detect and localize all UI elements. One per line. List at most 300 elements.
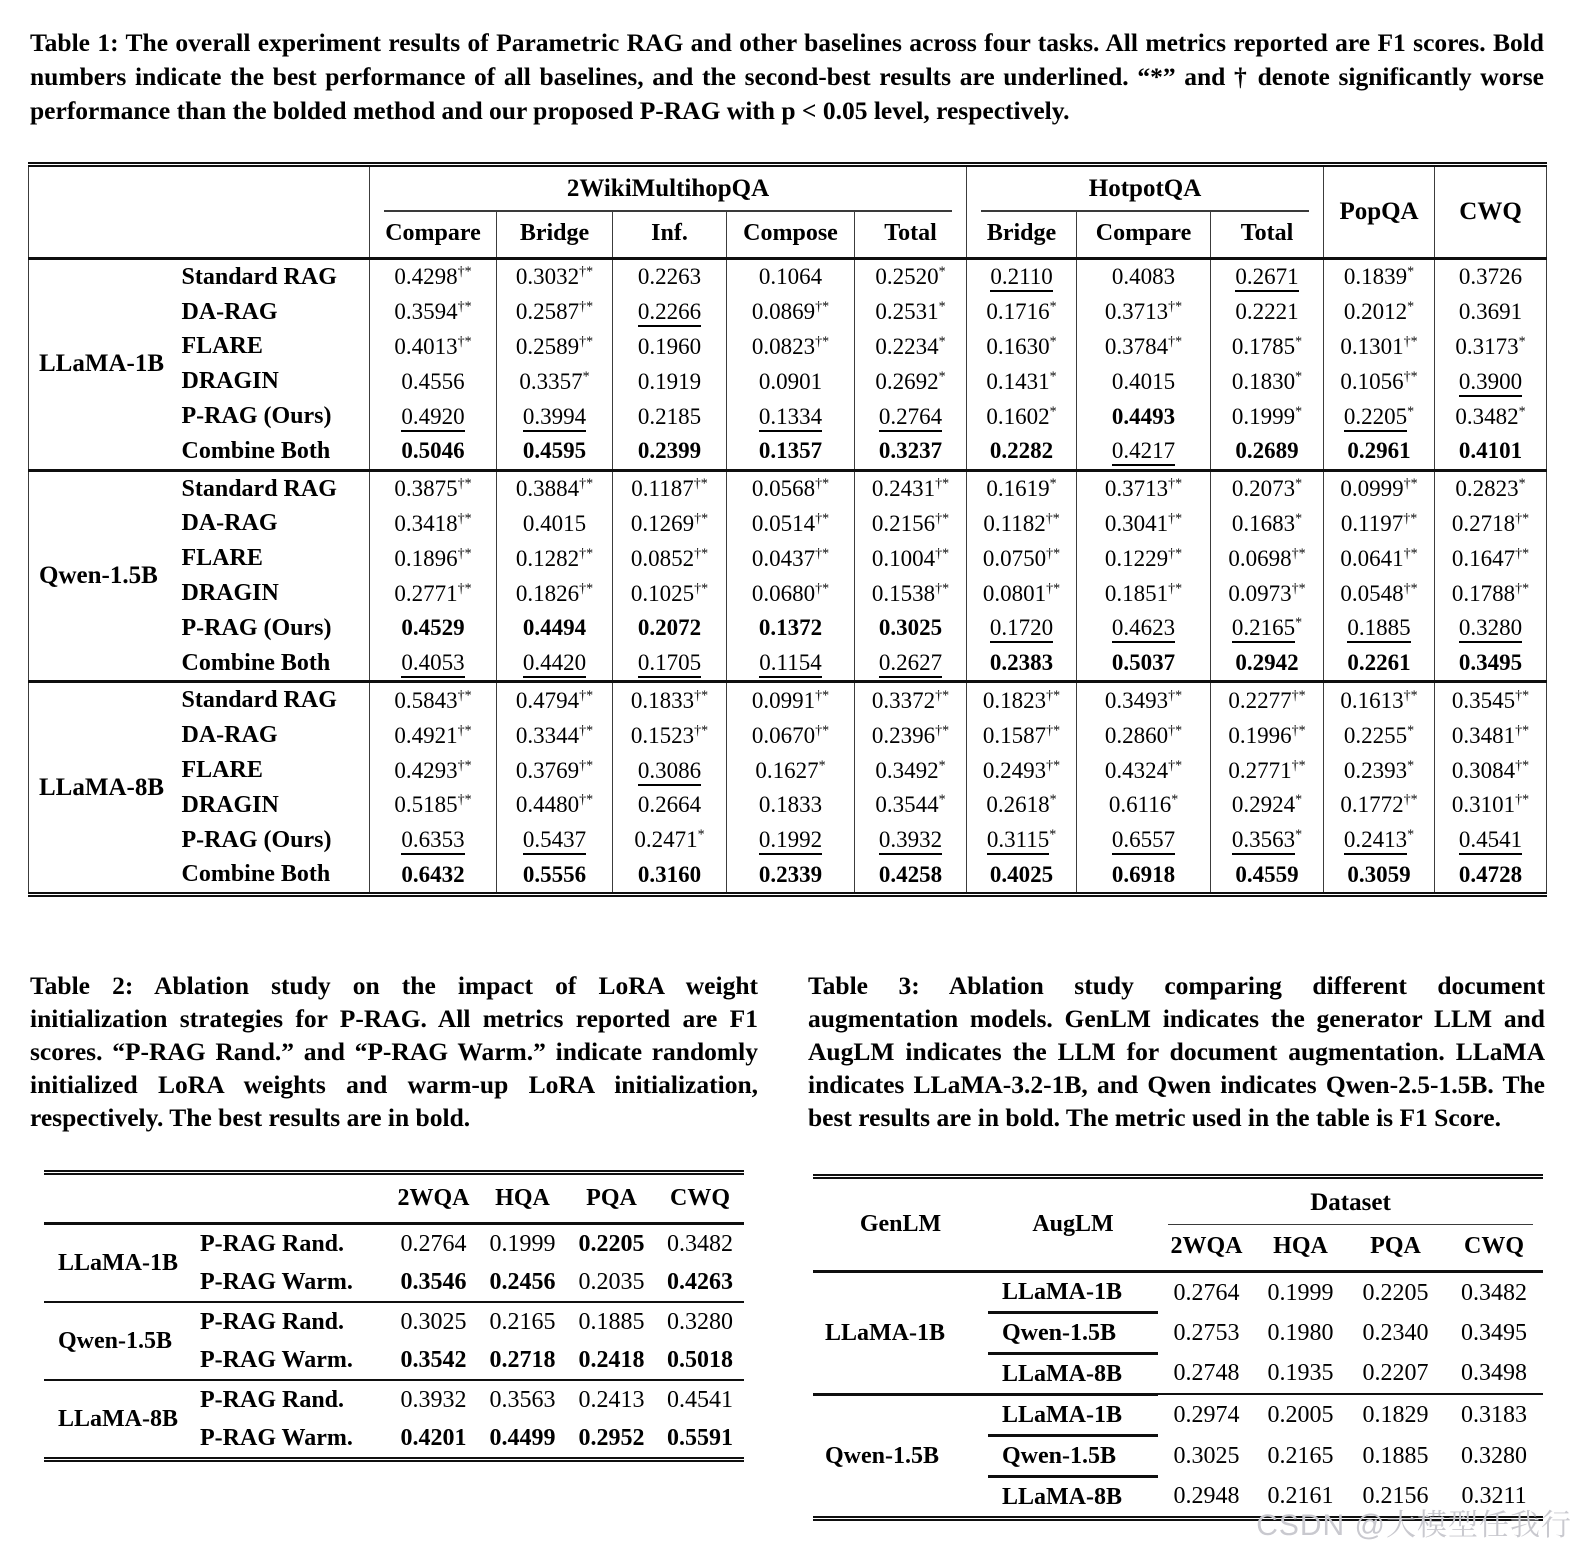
metric-value (759, 827, 822, 855)
metric-value: 0.2618* (986, 792, 1057, 818)
significance-marker: †* (815, 299, 830, 315)
metric-cell (1158, 1476, 1255, 1518)
significance-marker: †* (457, 688, 472, 704)
table-row (29, 576, 1547, 611)
metric-value: 0.2771†* (1228, 757, 1306, 783)
table1-results (28, 162, 1547, 897)
metric-value: 0.1980 (1267, 1319, 1334, 1346)
metric-cell (1324, 718, 1435, 753)
metric-cell (478, 1223, 567, 1263)
table1-col-total: Total (855, 212, 967, 258)
metric-cell (967, 646, 1077, 682)
metric-value (401, 827, 464, 855)
significance-marker: †* (1291, 688, 1306, 704)
method-label: P-RAG Rand. (194, 1223, 389, 1263)
metric-value: 0.3101†* (1451, 792, 1530, 818)
significance-marker: †* (1168, 688, 1183, 704)
group-label: Dataset (1310, 1188, 1391, 1216)
metric-cell (1445, 1312, 1543, 1353)
metric-value: 0.2156 (1362, 1483, 1429, 1510)
metric-value: 0.3594†* (394, 299, 472, 325)
group-label: HotpotQA (1088, 175, 1202, 202)
significance-marker: †* (1403, 792, 1418, 808)
metric-value: 0.2207 (1362, 1360, 1429, 1387)
significance-marker: * (1407, 264, 1415, 280)
metric-value: 0.2035 (578, 1268, 645, 1295)
metric-value: 0.2205 (1362, 1279, 1429, 1306)
metric-cell (613, 329, 727, 364)
metric-value (523, 404, 586, 432)
method-label: FLARE (174, 753, 370, 788)
metric-cell (497, 823, 613, 858)
metric-value: 0.4298†* (394, 264, 472, 290)
metric-value: 0.6432 (401, 861, 465, 887)
metric-cell (370, 329, 497, 364)
method-label: DRAGIN (174, 788, 370, 823)
metric-cell (613, 611, 727, 646)
significance-marker: * (1407, 299, 1415, 315)
metric-cell (497, 399, 613, 434)
metric-value: 0.2952 (578, 1424, 645, 1451)
metric-cell (389, 1380, 478, 1419)
metric-value: 0.1960 (637, 333, 702, 359)
significance-marker: †* (1168, 546, 1183, 562)
table2-col-hqa: HQA (478, 1172, 567, 1223)
metric-value: 0.3372†* (871, 687, 950, 713)
metric-cell (1077, 399, 1211, 434)
metric-cell (1077, 434, 1211, 470)
metric-value: 0.4921†* (394, 722, 472, 748)
significance-marker: * (697, 827, 705, 843)
metric-value: 0.0901 (758, 368, 823, 394)
metric-value: 0.1182†* (983, 510, 1060, 536)
metric-value: 0.0437†* (751, 545, 830, 571)
metric-cell (1077, 470, 1211, 506)
metric-cell (1211, 753, 1324, 788)
metric-cell (1211, 576, 1324, 611)
significance-marker: †* (815, 723, 830, 739)
metric-cell (497, 434, 613, 470)
metric-cell (1324, 857, 1435, 894)
metric-cell (967, 753, 1077, 788)
metric-value: 0.1851†* (1104, 580, 1183, 606)
metric-cell (497, 295, 613, 330)
metric-cell (1158, 1271, 1255, 1312)
metric-value: 0.1523†* (630, 722, 709, 748)
metric-value: 0.2531* (875, 299, 946, 325)
metric-value: 0.0999†* (1340, 476, 1418, 502)
metric-value: 0.2764 (400, 1230, 467, 1257)
metric-cell (1435, 576, 1547, 611)
metric-cell (727, 682, 855, 718)
metric-cell (497, 611, 613, 646)
metric-cell (370, 857, 497, 894)
metric-number: 0.4541 (1459, 827, 1522, 855)
metric-cell (497, 682, 613, 718)
metric-cell (1324, 753, 1435, 788)
metric-cell (1346, 1312, 1445, 1353)
metric-cell (1211, 541, 1324, 576)
table1-col-compare: Compare (370, 212, 497, 258)
metric-cell (1346, 1353, 1445, 1394)
significance-marker: †* (1403, 688, 1418, 704)
table3-col-pqa: PQA (1346, 1225, 1445, 1272)
metric-value: 0.4258 (878, 861, 943, 887)
metric-value (638, 758, 701, 786)
significance-marker: †* (1046, 723, 1061, 739)
table-row (29, 506, 1547, 541)
model-label: LLaMA-1B (44, 1223, 194, 1302)
metric-value: 0.3495 (1458, 650, 1523, 676)
metric-value (1347, 615, 1410, 643)
method-label: DA-RAG (174, 295, 370, 330)
metric-cell (613, 434, 727, 470)
metric-value: 0.2718†* (1451, 510, 1530, 536)
significance-marker: †* (1046, 757, 1061, 773)
table-row (29, 753, 1547, 788)
metric-value: 0.2185 (637, 403, 702, 429)
metric-value: 0.2165 (489, 1308, 556, 1335)
metric-value: 0.4263 (667, 1268, 733, 1295)
metric-cell (613, 295, 727, 330)
metric-cell (497, 718, 613, 753)
metric-cell (613, 788, 727, 823)
metric-cell (370, 611, 497, 646)
method-label: P-RAG Rand. (194, 1302, 389, 1341)
significance-marker: * (1295, 511, 1303, 527)
metric-cell (855, 611, 967, 646)
table2-col-pqa: PQA (567, 1172, 656, 1223)
metric-number: 0.3280 (1459, 615, 1522, 643)
metric-value: 0.3498 (1461, 1360, 1528, 1387)
metric-value (879, 650, 942, 678)
metric-cell (613, 364, 727, 399)
significance-marker: †* (1291, 723, 1306, 739)
metric-cell (967, 295, 1077, 330)
metric-cell (1324, 646, 1435, 682)
significance-marker: †* (1515, 688, 1530, 704)
metric-value: 0.1301†* (1340, 333, 1418, 359)
metric-value: 0.2221 (1235, 299, 1299, 325)
metric-value (1459, 615, 1522, 643)
table1-col-popqa: PopQA (1324, 165, 1435, 259)
metric-number: 0.1992 (759, 827, 822, 855)
metric-cell (497, 506, 613, 541)
metric-value: 0.2587†* (515, 299, 594, 325)
table1-col-bridge: Bridge (497, 212, 613, 258)
metric-number: 0.1334 (759, 404, 822, 432)
metric-value: 0.0801†* (982, 580, 1061, 606)
significance-marker: †* (815, 580, 830, 596)
significance-marker: * (1518, 403, 1526, 419)
metric-value: 0.5556 (522, 861, 587, 887)
metric-cell (727, 434, 855, 470)
metric-cell (656, 1341, 744, 1380)
metric-cell (1324, 823, 1435, 858)
metric-cell (967, 258, 1077, 294)
table3-col-cwq: CWQ (1445, 1225, 1543, 1272)
metric-cell (855, 399, 967, 434)
metric-value: 0.6116* (1108, 792, 1179, 818)
method-label: Combine Both (174, 857, 370, 894)
table1-corner-cell (29, 165, 370, 259)
significance-marker: †* (579, 723, 594, 739)
method-label: DRAGIN (174, 576, 370, 611)
metric-cell (1211, 857, 1324, 894)
metric-number: 0.1720 (990, 615, 1053, 643)
metric-number: 0.4217 (1112, 438, 1175, 466)
significance-marker: * (1049, 334, 1057, 350)
metric-cell (855, 470, 967, 506)
metric-cell (370, 682, 497, 718)
metric-value: 0.1885 (578, 1308, 645, 1335)
metric-cell (967, 364, 1077, 399)
metric-value: 0.2396†* (871, 722, 950, 748)
significance-marker: * (818, 757, 826, 773)
metric-cell (1324, 788, 1435, 823)
metric-value: 0.0680†* (751, 580, 830, 606)
metric-value: 0.3546 (400, 1268, 467, 1295)
table-row (29, 541, 1547, 576)
metric-value: 0.0973†* (1228, 580, 1306, 606)
metric-value: 0.2753 (1173, 1319, 1240, 1346)
significance-marker: †* (1291, 580, 1306, 596)
metric-cell (1445, 1271, 1543, 1312)
metric-value: 0.1999 (1267, 1279, 1334, 1306)
metric-cell (1077, 576, 1211, 611)
metric-value (1459, 369, 1522, 397)
metric-cell (370, 753, 497, 788)
significance-marker: †* (457, 792, 472, 808)
significance-marker: †* (694, 688, 709, 704)
metric-value: 0.1357 (758, 438, 823, 464)
significance-marker: †* (457, 757, 472, 773)
metric-value: 0.3932 (400, 1386, 467, 1413)
significance-marker: * (1518, 334, 1526, 350)
metric-number: 0.2764 (879, 404, 942, 432)
metric-cell (1211, 364, 1324, 399)
metric-cell (1435, 295, 1547, 330)
metric-number: 0.1705 (638, 650, 701, 678)
metric-cell (370, 434, 497, 470)
table3-caption: Table 3: Ablation study comparing different document augmentation models. GenLM indicates the generator LLM and AugLM indicates the LLM for document augmentation. LLaMA indicates LLaMA-3.2-1B, and Qwen indicates Qwen-2.5-1.5B. The best results are in bold. The metric used in the table is F1 Score. (808, 970, 1545, 1132)
metric-value: 0.1431* (986, 368, 1057, 394)
metric-cell (1435, 258, 1547, 294)
metric-number: 0.3115 (987, 827, 1049, 855)
significance-marker: * (1049, 792, 1057, 808)
metric-value: 0.1064 (758, 264, 823, 290)
significance-marker: †* (815, 546, 830, 562)
significance-marker: * (938, 757, 946, 773)
metric-value: 0.4794†* (515, 687, 594, 713)
metric-cell (967, 788, 1077, 823)
table-row (44, 1302, 744, 1341)
metric-cell (1077, 295, 1211, 330)
metric-value: 0.4025 (989, 861, 1054, 887)
metric-value: 0.3160 (637, 861, 702, 887)
significance-marker: †* (1291, 546, 1306, 562)
metric-value: 0.5046 (401, 438, 465, 464)
significance-marker: * (1295, 403, 1303, 419)
metric-cell (370, 295, 497, 330)
significance-marker: * (1049, 403, 1057, 419)
metric-cell (1435, 857, 1547, 894)
metric-cell (613, 646, 727, 682)
metric-cell (1077, 364, 1211, 399)
auglm-label: LLaMA-8B (988, 1353, 1158, 1394)
metric-cell (567, 1223, 656, 1263)
significance-marker: †* (935, 476, 950, 492)
metric-value: 0.2263 (637, 264, 702, 290)
significance-marker: * (1407, 757, 1415, 773)
metric-cell (727, 506, 855, 541)
metric-value: 0.1885 (1362, 1442, 1429, 1469)
right-column (808, 943, 1545, 1521)
metric-value: 0.1004†* (871, 545, 950, 571)
left-column (30, 943, 758, 1521)
metric-cell (967, 682, 1077, 718)
metric-value: 0.3545†* (1451, 687, 1530, 713)
metric-cell (567, 1419, 656, 1460)
table-row (29, 682, 1547, 718)
model-label: Qwen-1.5B (44, 1302, 194, 1380)
metric-cell (497, 364, 613, 399)
metric-cell (1077, 682, 1211, 718)
metric-cell (727, 364, 855, 399)
metric-value: 0.2205 (578, 1230, 645, 1257)
metric-value: 0.4499 (489, 1424, 556, 1451)
metric-cell (967, 857, 1077, 894)
metric-value (401, 404, 464, 432)
metric-value: 0.4541 (667, 1386, 733, 1413)
metric-value: 0.1829 (1362, 1402, 1429, 1429)
metric-cell (1158, 1435, 1255, 1476)
significance-marker: †* (1168, 299, 1183, 315)
metric-value: 0.2277†* (1228, 687, 1306, 713)
metric-cell (1435, 329, 1547, 364)
metric-cell (727, 788, 855, 823)
significance-marker: †* (457, 546, 472, 562)
metric-cell (1435, 611, 1547, 646)
metric-value: 0.2924* (1231, 792, 1303, 818)
metric-value: 0.1772†* (1340, 792, 1418, 818)
significance-marker: †* (457, 723, 472, 739)
significance-marker: * (1407, 403, 1415, 419)
table-row (29, 788, 1547, 823)
metric-value (759, 650, 821, 678)
metric-cell (497, 258, 613, 294)
metric-cell (855, 857, 967, 894)
significance-marker: †* (457, 580, 472, 596)
metric-number: 0.1154 (759, 650, 821, 678)
significance-marker: †* (1168, 334, 1183, 350)
significance-marker: * (1295, 369, 1303, 385)
method-label: P-RAG Warm. (200, 1346, 353, 1373)
metric-cell (855, 646, 967, 682)
metric-value (401, 650, 464, 678)
metric-cell (1077, 611, 1211, 646)
metric-value: 0.1630* (986, 333, 1057, 359)
significance-marker: †* (1515, 546, 1530, 562)
method-label: Combine Both (174, 646, 370, 682)
metric-cell (1077, 541, 1211, 576)
table3-group-dataset (1158, 1176, 1543, 1225)
metric-cell (967, 541, 1077, 576)
metric-cell (656, 1380, 744, 1419)
metric-value: 0.3726 (1458, 264, 1523, 290)
significance-marker: * (1407, 723, 1415, 739)
method-label: DA-RAG (174, 718, 370, 753)
metric-cell (855, 753, 967, 788)
metric-cell (727, 857, 855, 894)
metric-value: 0.2948 (1173, 1483, 1240, 1510)
metric-cell (1435, 470, 1547, 506)
metric-cell (1324, 329, 1435, 364)
metric-cell (1077, 753, 1211, 788)
significance-marker: †* (1403, 369, 1418, 385)
metric-value: 0.1830* (1231, 368, 1303, 394)
metric-value: 0.0991†* (751, 687, 830, 713)
significance-marker: * (1049, 369, 1057, 385)
metric-cell (727, 718, 855, 753)
significance-marker: †* (579, 580, 594, 596)
metric-number: 0.1885 (1347, 615, 1410, 643)
table-row (29, 611, 1547, 646)
metric-cell (1211, 646, 1324, 682)
metric-value: 0.1833†* (630, 687, 709, 713)
significance-marker: †* (1168, 723, 1183, 739)
significance-marker: †* (1515, 757, 1530, 773)
significance-marker: †* (457, 476, 472, 492)
metric-cell (855, 329, 967, 364)
metric-value: 0.3875†* (394, 476, 472, 502)
metric-cell (370, 506, 497, 541)
metric-value (1112, 615, 1175, 643)
significance-marker: †* (1168, 757, 1183, 773)
metric-number: 0.3900 (1459, 369, 1522, 397)
metric-value: 0.2860†* (1104, 722, 1183, 748)
metric-value: 0.0548†* (1340, 580, 1418, 606)
metric-cell (1211, 329, 1324, 364)
metric-value: 0.3492* (875, 757, 946, 783)
significance-marker: * (1295, 334, 1303, 350)
metric-value: 0.0823†* (751, 333, 830, 359)
metric-cell (1435, 434, 1547, 470)
metric-value: 0.1788†* (1451, 580, 1530, 606)
metric-value: 0.2823* (1455, 476, 1526, 502)
metric-value: 0.4595 (522, 438, 587, 464)
metric-number: 0.3563 (1232, 827, 1295, 855)
metric-value: 0.3025 (1173, 1442, 1240, 1469)
metric-value: 0.4083 (1111, 264, 1176, 290)
metric-cell (727, 295, 855, 330)
metric-value (990, 264, 1052, 292)
metric-number: 0.5437 (523, 827, 586, 855)
method-label: Standard RAG (174, 258, 370, 294)
metric-value: 0.3481†* (1451, 722, 1530, 748)
metric-cell (656, 1263, 744, 1302)
metric-value (523, 650, 586, 678)
method-label: P-RAG Warm. (200, 1268, 353, 1295)
metric-value: 0.1282†* (515, 545, 594, 571)
table1-group-hotpotqa (967, 165, 1324, 213)
genlm-label: Qwen-1.5B (813, 1394, 988, 1518)
significance-marker: †* (1515, 792, 1530, 808)
metric-value (1459, 827, 1522, 855)
significance-marker: †* (1403, 511, 1418, 527)
metric-cell (613, 682, 727, 718)
metric-value: 0.4013†* (394, 333, 472, 359)
